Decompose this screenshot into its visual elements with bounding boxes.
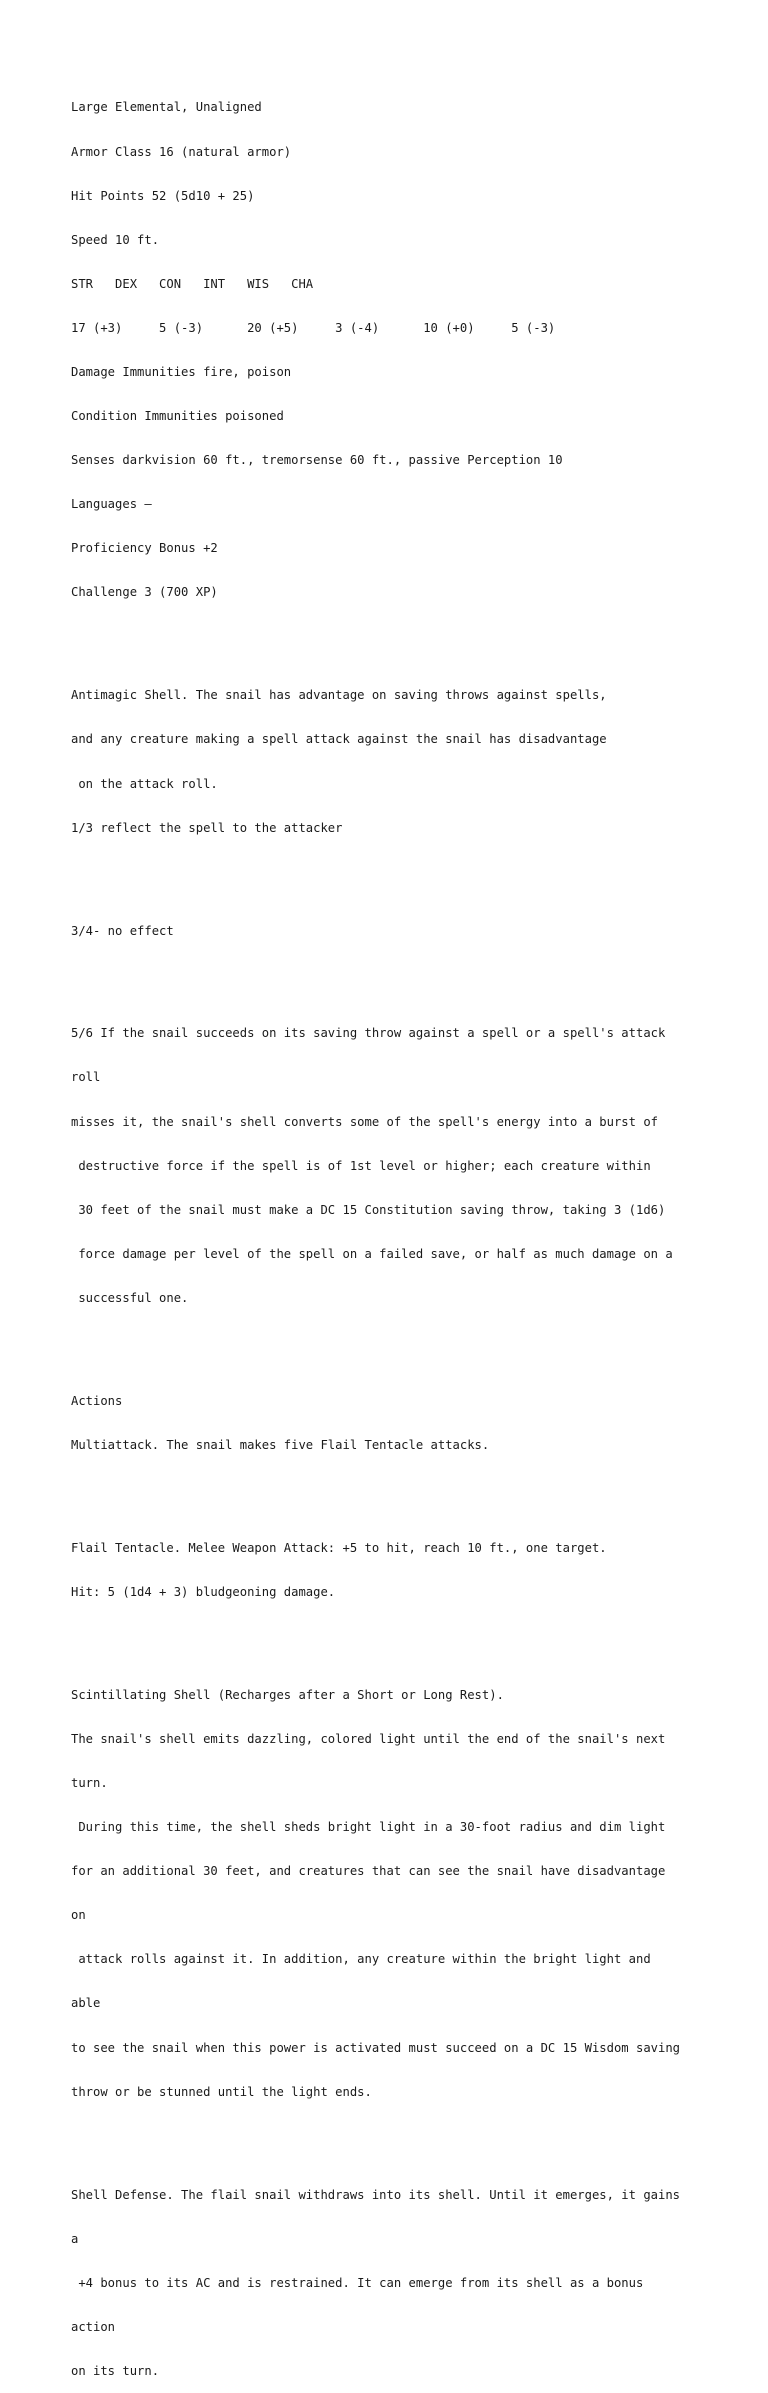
antimagic-line: on the attack roll. <box>71 776 218 791</box>
shell-defense-line: action <box>71 2319 116 2334</box>
spacer <box>71 630 761 645</box>
armor-class: Armor Class 16 (natural armor) <box>71 144 292 159</box>
scintillating-shell-line: able <box>71 1996 101 2011</box>
senses: Senses darkvision 60 ft., tremorsense 60 ft., passive Perception 10 <box>71 453 563 468</box>
scintillating-shell-line: for an additional 30 feet, and creatures that can see the snail have disadvantage <box>71 1864 666 1879</box>
spacer <box>71 1335 761 1350</box>
flail-tentacle-line: Flail Tentacle. Melee Weapon Attack: +5 to hit, reach 10 ft., one target. <box>71 1540 607 1555</box>
proficiency-bonus: Proficiency Bonus +2 <box>71 541 218 556</box>
damage-immunities: Damage Immunities fire, poison <box>71 364 292 379</box>
document-page <box>71 71 761 2393</box>
flail-tentacle-line: Hit: 5 (1d4 + 3) bludgeoning damage. <box>71 1584 336 1599</box>
spacer <box>71 968 761 983</box>
burst-line: 30 feet of the snail must make a DC 15 Constitution saving throw, taking 3 (1d6) <box>71 1202 666 1217</box>
speed: Speed 10 ft. <box>71 232 160 247</box>
shell-defense-line: a <box>71 2231 79 2246</box>
scintillating-shell-line: to see the snail when this power is activated must succeed on a DC 15 Wisdom saving <box>71 2040 681 2055</box>
antimagic-line: Antimagic Shell. The snail has advantage on saving throws against spells, <box>71 688 607 703</box>
burst-line: roll <box>71 1070 101 1085</box>
hit-points: Hit Points 52 (5d10 + 25) <box>71 188 255 203</box>
antimagic-line: and any creature making a spell attack against the snail has disadvantage <box>71 732 607 747</box>
scintillating-shell-line: on <box>71 1908 86 1923</box>
no-effect-line: 3/4- no effect <box>71 923 174 938</box>
spacer <box>71 865 761 880</box>
burst-line: successful one. <box>71 1290 189 1305</box>
scintillating-shell-line: throw or be stunned until the light ends. <box>71 2084 372 2099</box>
shell-defense-line: on its turn. <box>71 2363 160 2378</box>
challenge-rating: Challenge 3 (700 XP) <box>71 585 218 600</box>
actions-heading: Actions <box>71 1393 123 1408</box>
spacer <box>71 2129 761 2144</box>
scintillating-shell-line: attack rolls against it. In addition, any creature within the bright light and <box>71 1952 651 1967</box>
ability-scores: 17 (+3) 5 (-3) 20 (+5) 3 (-4) 10 (+0) 5 (-3) <box>71 320 556 335</box>
scintillating-shell-line: Scintillating Shell (Recharges after a Short or Long Rest). <box>71 1687 504 1702</box>
scintillating-shell-line: During this time, the shell sheds bright light in a 30-foot radius and dim light <box>71 1820 666 1835</box>
spacer <box>71 1482 761 1497</box>
burst-line: destructive force if the spell is of 1st level or higher; each creature within <box>71 1158 651 1173</box>
scintillating-shell-line: turn. <box>71 1776 108 1790</box>
shell-defense-line: +4 bonus to its AC and is restrained. It can emerge from its shell as a bonus <box>71 2275 644 2290</box>
type-line: Large Elemental, Unaligned <box>71 100 262 115</box>
antimagic-line: 1/3 reflect the spell to the attacker <box>71 820 343 835</box>
burst-line: force damage per level of the spell on a failed save, or half as much damage on a <box>71 1246 673 1261</box>
multiattack-line: Multiattack. The snail makes five Flail Tentacle attacks. <box>71 1437 490 1452</box>
spacer <box>71 1629 761 1644</box>
shell-defense-line: Shell Defense. The flail snail withdraws into its shell. Until it emerges, it gains <box>71 2187 681 2202</box>
burst-line: 5/6 If the snail succeeds on its saving throw against a spell or a spell's attack <box>71 1026 666 1041</box>
burst-line: misses it, the snail's shell converts some of the spell's energy into a burst of <box>71 1114 658 1129</box>
languages: Languages — <box>71 497 152 512</box>
ability-header: STR DEX CON INT WIS CHA <box>71 276 314 291</box>
condition-immunities: Condition Immunities poisoned <box>71 409 284 424</box>
scintillating-shell-line: The snail's shell emits dazzling, colored light until the end of the snail's next <box>71 1731 666 1746</box>
